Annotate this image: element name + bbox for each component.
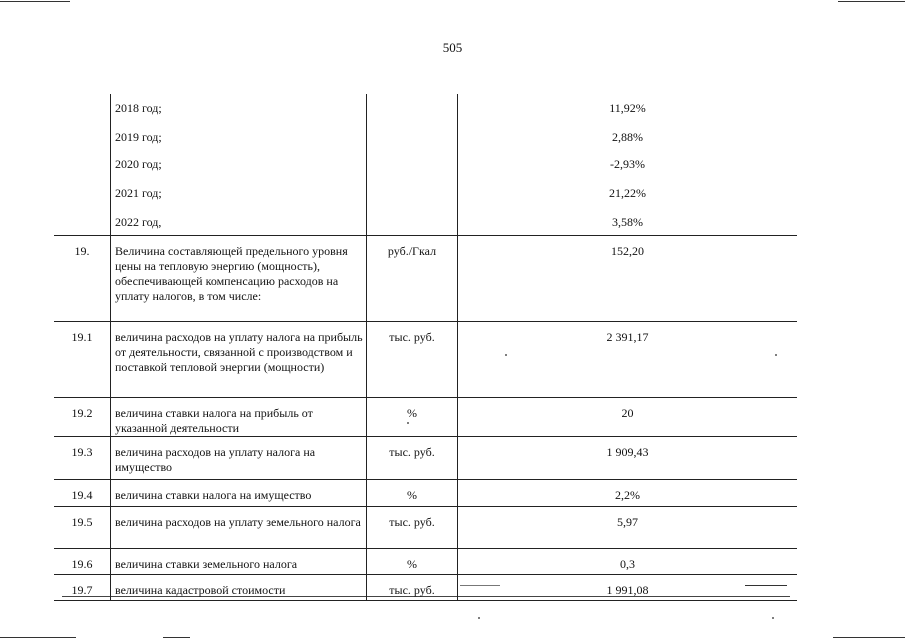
table-row (54, 479, 797, 506)
row-value: 2 391,17 (458, 321, 798, 397)
row-value: 20 (458, 397, 798, 436)
row-number: 19.1 (54, 321, 111, 397)
scan-speck (478, 617, 480, 619)
row-value: 11,92% (609, 101, 646, 115)
table-row (54, 506, 797, 548)
row-value: -2,93% (610, 157, 645, 171)
row-description: Величина составляющей предельного уровня цены на тепловую энергию (мощность), обеспечивающей компенсацию расходов на уплату налогов, в том числе: (111, 235, 367, 321)
row-description: величина расходов на уплату налога на имущество (111, 436, 367, 479)
row-description: 2021 год; (111, 179, 367, 208)
row-description: величина расходов на уплату налога на прибыль от деятельности, связанной с производством и поставкой тепловой энергии (мощности) (111, 321, 367, 397)
row-description: величина ставки налога на прибыль от указанной деятельности (111, 397, 367, 436)
row-value: 1 909,43 (458, 436, 798, 479)
scan-speck (772, 617, 774, 619)
row-description: 2018 год; (111, 94, 367, 123)
row-description: величина кадастровой стоимости (111, 574, 367, 600)
row-unit: % (367, 479, 458, 506)
row-number: 19.2 (54, 397, 111, 436)
page-number: 505 (442, 40, 463, 55)
scan-edge-mark (0, 1, 70, 2)
table-row (54, 235, 797, 321)
row-description: величина расходов на уплату земельного налога (111, 506, 367, 548)
tariff-table (54, 94, 797, 601)
row-unit: тыс. руб. (367, 574, 458, 600)
row-unit-cell (367, 94, 458, 235)
table-row (54, 574, 797, 600)
table-row (54, 321, 797, 397)
row-value: 21,22% (609, 186, 646, 200)
scan-edge-mark (833, 637, 905, 638)
row-unit: тыс. руб. (367, 436, 458, 479)
row-number: 19.7 (54, 574, 111, 600)
row-unit: тыс. руб. (367, 321, 458, 397)
row-value: 2,2% (458, 479, 798, 506)
row-number: 19.5 (54, 506, 111, 548)
row-number: 19. (54, 235, 111, 321)
row-unit: руб./Гкал (367, 235, 458, 321)
row-value: 0,3 (458, 548, 798, 574)
table-row (54, 397, 797, 436)
row-description: 2020 год; (111, 150, 367, 179)
row-value: 1 991,08 (458, 574, 798, 600)
row-value: 152,20 (458, 235, 798, 321)
row-description: величина ставки земельного налога (111, 548, 367, 574)
table-row (54, 94, 797, 123)
table-row (54, 436, 797, 479)
row-unit: тыс. руб. (367, 506, 458, 548)
row-description: 2022 год, (111, 208, 367, 235)
row-value: 2,88% (612, 130, 643, 144)
row-unit: % (367, 548, 458, 574)
row-description: 2019 год; (111, 123, 367, 150)
scan-edge-mark (838, 1, 905, 2)
row-unit: % (367, 397, 458, 436)
row-description: величина ставки налога на имущество (111, 479, 367, 506)
scan-edge-mark (163, 637, 190, 638)
table-row (54, 548, 797, 574)
row-value: 3,58% (612, 215, 643, 229)
row-number-cell (54, 94, 111, 235)
row-number: 19.4 (54, 479, 111, 506)
row-value: 5,97 (458, 506, 798, 548)
scan-edge-mark (0, 637, 76, 638)
row-number: 19.3 (54, 436, 111, 479)
row-number: 19.6 (54, 548, 111, 574)
